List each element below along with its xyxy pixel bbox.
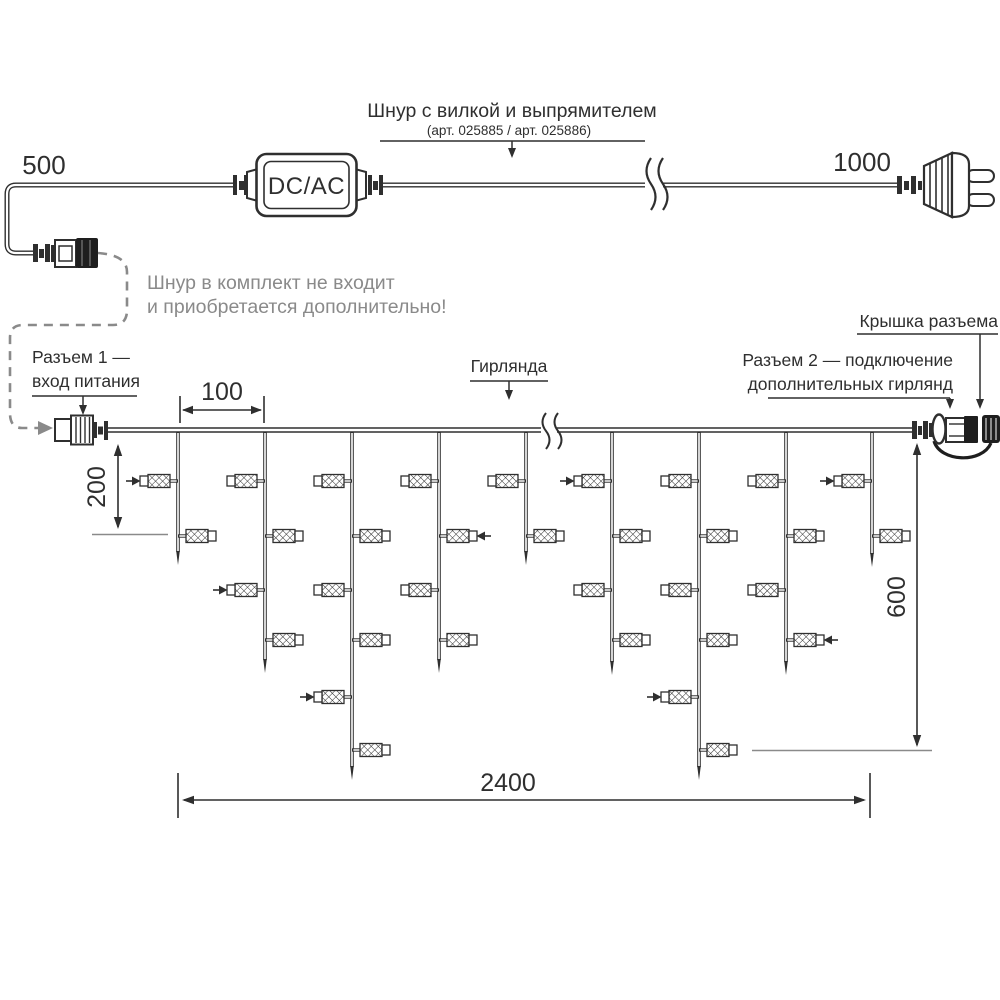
lamp-cap xyxy=(208,531,216,541)
down-arrow-icon xyxy=(946,399,954,409)
lamp-body xyxy=(534,530,556,543)
garland-drop xyxy=(560,431,650,675)
led-lamp-icon xyxy=(699,744,737,757)
dim-200-label: 200 xyxy=(83,466,111,508)
strain-relief-bar xyxy=(918,181,922,190)
drop-tip xyxy=(610,661,614,675)
lamp-body xyxy=(669,584,691,597)
lamp-cap xyxy=(902,531,910,541)
lamp-body xyxy=(409,584,431,597)
dc-ac-converter xyxy=(233,154,383,216)
led-lamp-icon xyxy=(574,584,612,597)
note-line2: и приобретается дополнительно! xyxy=(147,296,447,318)
lamp-body xyxy=(148,475,170,488)
dashed-route-line xyxy=(10,253,127,428)
lamp-cap xyxy=(314,476,322,486)
strain-relief-bar xyxy=(912,421,917,439)
flash-arrow-icon xyxy=(477,532,492,541)
connector1-line1: Разъем 1 — xyxy=(32,347,130,367)
dim-500-label: 500 xyxy=(22,150,66,180)
lamp-body xyxy=(447,530,469,543)
drop-tip xyxy=(176,551,180,565)
led-lamp-icon xyxy=(699,634,737,647)
garland-drop xyxy=(401,431,491,673)
lamp-cap xyxy=(661,476,669,486)
lamp-cap xyxy=(729,745,737,755)
drop-tip xyxy=(784,661,788,675)
strain-relief-bar xyxy=(911,176,916,194)
strain-relief-bar xyxy=(368,175,372,195)
lamp-body xyxy=(842,475,864,488)
led-lamp-icon xyxy=(401,584,439,597)
cord-title: Шнур с вилкой и выпрямителем xyxy=(367,100,657,122)
power-cord-section xyxy=(7,100,994,268)
flash-arrow-icon xyxy=(560,477,575,486)
connector-black-block xyxy=(964,416,978,443)
strain-relief-bar xyxy=(45,244,50,262)
diagram-shape xyxy=(477,532,486,541)
drop-tip xyxy=(350,766,354,780)
lamp-cap xyxy=(469,531,477,541)
diagram-shape xyxy=(826,477,835,486)
led-lamp-icon xyxy=(352,530,390,543)
garland-drops xyxy=(126,431,910,780)
lamp-cap xyxy=(834,476,842,486)
lamp-body xyxy=(322,691,344,704)
lamp-body xyxy=(273,530,295,543)
led-lamp-icon xyxy=(661,584,699,597)
dim-2400-label: 2400 xyxy=(480,769,536,797)
lamp-cap xyxy=(642,635,650,645)
power-plug-icon xyxy=(897,153,994,217)
dim-100 xyxy=(180,378,264,423)
lamp-body xyxy=(360,634,382,647)
led-lamp-icon xyxy=(439,530,491,543)
strain-relief-bar xyxy=(39,249,44,258)
lamp-body xyxy=(880,530,902,543)
lamp-cap xyxy=(748,476,756,486)
lamp-body xyxy=(235,475,257,488)
lamp-cap xyxy=(295,531,303,541)
lamp-cap xyxy=(642,531,650,541)
lamp-cap xyxy=(227,476,235,486)
down-arrow-icon xyxy=(114,517,122,529)
led-lamp-icon xyxy=(300,691,352,704)
lamp-cap xyxy=(401,476,409,486)
right-arrow-icon xyxy=(251,406,262,414)
lamp-body xyxy=(707,530,729,543)
dc-connector-icon xyxy=(33,238,98,268)
lamp-body xyxy=(620,634,642,647)
strain-relief-bar xyxy=(373,181,378,190)
lamp-cap xyxy=(816,635,824,645)
strain-relief-bar xyxy=(923,421,928,439)
led-lamp-icon xyxy=(560,475,612,488)
led-lamp-icon xyxy=(872,530,910,543)
strain-relief-bar xyxy=(104,421,108,440)
down-arrow-icon xyxy=(508,148,516,158)
connector1-line2: вход питания xyxy=(32,371,140,391)
strain-relief-bar xyxy=(33,244,38,262)
diagram-shape xyxy=(824,636,833,645)
strain-relief-bar xyxy=(904,181,909,190)
drop-tip xyxy=(524,551,528,565)
flash-arrow-icon xyxy=(820,477,835,486)
down-arrow-icon xyxy=(79,405,87,415)
up-arrow-icon xyxy=(913,443,921,455)
led-lamp-icon xyxy=(612,634,650,647)
garland-drop xyxy=(748,431,838,675)
diagram-shape xyxy=(132,477,141,486)
power-cord-line-core xyxy=(7,185,236,253)
led-lamp-icon xyxy=(526,530,564,543)
dim-600-label: 600 xyxy=(883,576,911,618)
power-cord-line xyxy=(7,185,236,253)
garland-label: Гирлянда xyxy=(470,356,548,376)
lamp-cap xyxy=(661,692,669,702)
garland-drop xyxy=(647,431,737,780)
up-arrow-icon xyxy=(114,444,122,456)
led-lamp-icon xyxy=(748,475,786,488)
cord-loop xyxy=(934,441,991,458)
cord-subtitle: (арт. 025885 / арт. 025886) xyxy=(426,123,592,138)
led-lamp-icon xyxy=(265,634,303,647)
lamp-cap xyxy=(227,585,235,595)
flash-arrow-icon xyxy=(126,477,141,486)
cap-label: Крышка разъема xyxy=(859,311,998,331)
drop-tip xyxy=(870,553,874,567)
left-arrow-icon xyxy=(182,406,193,414)
led-lamp-icon xyxy=(647,691,699,704)
led-lamp-icon xyxy=(612,530,650,543)
lamp-cap xyxy=(314,585,322,595)
lamp-body xyxy=(186,530,208,543)
note-line1: Шнур в комплект не входит xyxy=(147,272,395,294)
plug-prong xyxy=(967,194,994,206)
diagram-shape xyxy=(653,693,662,702)
drop-tip xyxy=(697,766,701,780)
connector1-callout xyxy=(32,347,140,415)
dim-100-label: 100 xyxy=(201,378,243,406)
lamp-body xyxy=(582,475,604,488)
led-lamp-icon xyxy=(786,634,838,647)
lamp-body xyxy=(322,584,344,597)
note-text xyxy=(147,272,447,318)
dim-600 xyxy=(752,443,932,751)
converter-label: DC/AC xyxy=(267,173,346,200)
garland-drop xyxy=(213,431,303,673)
lamp-body xyxy=(669,691,691,704)
led-lamp-icon xyxy=(488,475,526,488)
strain-relief-bar xyxy=(93,422,97,438)
strain-relief-bar xyxy=(897,176,902,194)
lamp-body xyxy=(360,744,382,757)
drop-tip xyxy=(263,659,267,673)
cord-callout xyxy=(367,100,656,158)
garland-wire xyxy=(108,413,912,449)
dim-2400 xyxy=(178,769,870,818)
lamp-cap xyxy=(661,585,669,595)
connector2-line2: дополнительных гирлянд xyxy=(747,374,953,394)
flash-arrow-icon xyxy=(824,636,839,645)
lamp-body xyxy=(496,475,518,488)
lamp-cap xyxy=(816,531,824,541)
led-lamp-icon xyxy=(265,530,303,543)
led-lamp-icon xyxy=(314,584,352,597)
led-lamp-icon xyxy=(213,584,265,597)
connector2-callout xyxy=(742,350,954,409)
strain-relief-bar xyxy=(918,426,922,435)
lamp-cap xyxy=(140,476,148,486)
lamp-body xyxy=(620,530,642,543)
led-lamp-icon xyxy=(661,475,699,488)
led-lamp-icon xyxy=(352,744,390,757)
lamp-cap xyxy=(748,585,756,595)
lamp-body xyxy=(235,584,257,597)
lamp-body xyxy=(669,475,691,488)
strain-relief-bar xyxy=(98,427,103,435)
garland-drop xyxy=(300,431,390,780)
lamp-body xyxy=(582,584,604,597)
lamp-cap xyxy=(295,635,303,645)
lamp-cap xyxy=(382,745,390,755)
led-lamp-icon xyxy=(227,475,265,488)
plug-prong xyxy=(967,170,994,182)
right-arrow-icon xyxy=(38,421,53,435)
dashed-route xyxy=(10,253,127,435)
led-lamp-icon xyxy=(748,584,786,597)
garland-drop xyxy=(820,431,910,567)
lamp-cap xyxy=(382,635,390,645)
lamp-body xyxy=(756,475,778,488)
strain-relief-bar xyxy=(233,175,237,195)
lamp-body xyxy=(360,530,382,543)
connector-black-block xyxy=(76,238,98,268)
led-lamp-icon xyxy=(178,530,216,543)
down-arrow-icon xyxy=(505,390,513,400)
down-arrow-icon xyxy=(976,399,984,409)
garland-connector1-icon xyxy=(55,416,108,445)
down-arrow-icon xyxy=(913,735,921,747)
diagram-shape xyxy=(647,158,656,210)
led-lamp-icon xyxy=(401,475,439,488)
connector-body xyxy=(55,240,76,267)
strain-relief-bar xyxy=(379,175,383,195)
connector-loop xyxy=(933,415,946,444)
plug-body xyxy=(952,153,969,217)
lamp-cap xyxy=(574,476,582,486)
garland-section xyxy=(32,311,1000,818)
led-lamp-icon xyxy=(820,475,872,488)
led-lamp-icon xyxy=(439,634,477,647)
dim-200 xyxy=(83,444,168,535)
connector-body xyxy=(55,419,71,441)
garland-drop xyxy=(488,431,564,565)
lamp-cap xyxy=(556,531,564,541)
garland-drop xyxy=(126,431,216,565)
lamp-body xyxy=(273,634,295,647)
lamp-cap xyxy=(729,531,737,541)
lamp-cap xyxy=(729,635,737,645)
right-arrow-icon xyxy=(854,796,866,804)
lamp-cap xyxy=(314,692,322,702)
dim-1000-label: 1000 xyxy=(833,147,891,177)
lamp-cap xyxy=(574,585,582,595)
flash-arrow-icon xyxy=(300,693,315,702)
lamp-body xyxy=(447,634,469,647)
connector2-line1: Разъем 2 — подключение xyxy=(742,350,953,370)
lamp-body xyxy=(322,475,344,488)
strain-relief-bar xyxy=(239,181,244,190)
flash-arrow-icon xyxy=(213,586,228,595)
flash-arrow-icon xyxy=(647,693,662,702)
garland-connector2-icon xyxy=(912,415,1000,458)
lamp-cap xyxy=(401,585,409,595)
lamp-body xyxy=(707,744,729,757)
lamp-cap xyxy=(382,531,390,541)
led-lamp-icon xyxy=(352,634,390,647)
led-lamp-icon xyxy=(786,530,824,543)
lamp-body xyxy=(794,634,816,647)
diagram-shape xyxy=(219,586,228,595)
lamp-body xyxy=(409,475,431,488)
lamp-body xyxy=(794,530,816,543)
lamp-cap xyxy=(469,635,477,645)
garland-callout xyxy=(470,356,548,400)
diagram-shape xyxy=(566,477,575,486)
diagram-shape xyxy=(306,693,315,702)
led-lamp-icon xyxy=(699,530,737,543)
lamp-cap xyxy=(488,476,496,486)
left-arrow-icon xyxy=(182,796,194,804)
lamp-body xyxy=(756,584,778,597)
lamp-body xyxy=(707,634,729,647)
drop-tip xyxy=(437,659,441,673)
led-lamp-icon xyxy=(314,475,352,488)
led-lamp-icon xyxy=(126,475,178,488)
